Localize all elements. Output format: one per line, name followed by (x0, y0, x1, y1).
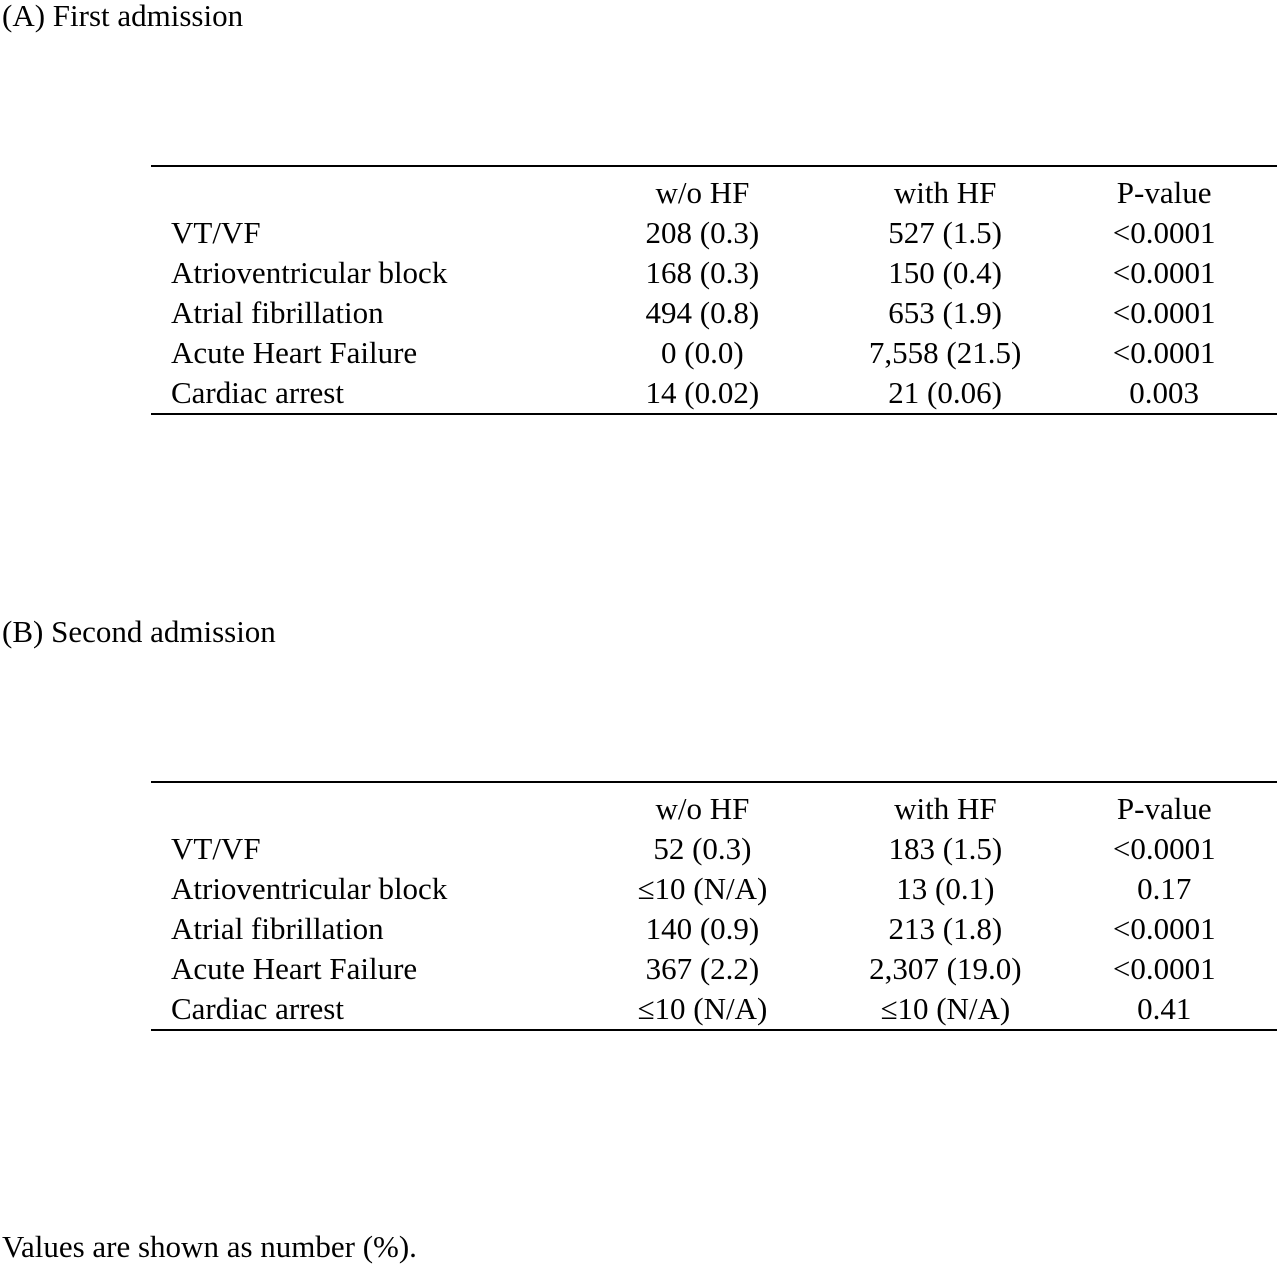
cell-with-hf: 21 (0.06) (839, 373, 1051, 414)
table-row (151, 373, 1277, 414)
cell-with-hf: 653 (1.9) (888, 295, 1002, 330)
header-without-hf: w/o HF (655, 175, 750, 210)
cell-p-value: <0.0001 (1112, 951, 1216, 986)
cell-p-value: <0.0001 (1112, 215, 1216, 250)
cell-without-hf: 14 (0.02) (566, 373, 839, 414)
row-label: Atrioventricular block (171, 255, 448, 290)
cell-with-hf: 7,558 (21.5) (868, 335, 1022, 370)
table-row (151, 333, 1277, 373)
cell-p-value: 0.41 (1052, 989, 1278, 1030)
cell-with-hf: 213 (1.8) (888, 911, 1003, 946)
cell-p-value: <0.0001 (1112, 335, 1216, 370)
table-header-row (151, 783, 1277, 829)
cell-without-hf: 140 (0.9) (645, 911, 760, 946)
cell-without-hf: 0 (0.0) (661, 335, 744, 370)
row-label: Acute Heart Failure (171, 335, 418, 370)
cell-p-value: <0.0001 (1112, 255, 1216, 290)
cell-without-hf: 494 (0.8) (645, 295, 760, 330)
cell-with-hf: ≤10 (N/A) (839, 989, 1051, 1030)
cell-with-hf: 150 (0.4) (888, 255, 1002, 290)
row-label: VT/VF (171, 215, 261, 250)
header-without-hf: w/o HF (655, 791, 750, 826)
section-b-caption: (B) Second admission (2, 614, 276, 649)
cell-p-value: 0.17 (1137, 871, 1192, 906)
table-row (151, 989, 1277, 1030)
row-label: Acute Heart Failure (171, 951, 418, 986)
row-label: Atrioventricular block (171, 871, 448, 906)
table-row (151, 909, 1277, 949)
cell-without-hf: 208 (0.3) (645, 215, 760, 250)
cell-without-hf: 168 (0.3) (645, 255, 760, 290)
first-admission-table (151, 165, 1277, 415)
table-header-row (151, 167, 1277, 213)
header-label (151, 167, 566, 213)
row-label: Atrial fibrillation (171, 295, 384, 330)
cell-without-hf: 367 (2.2) (645, 951, 760, 986)
row-label: Atrial fibrillation (171, 911, 384, 946)
cell-without-hf: ≤10 (N/A) (637, 871, 768, 906)
table-row (151, 869, 1277, 909)
cell-p-value: <0.0001 (1112, 295, 1216, 330)
cell-with-hf: 13 (0.1) (896, 871, 995, 906)
table-row (151, 829, 1277, 869)
row-label: VT/VF (171, 831, 261, 866)
footnote: Values are shown as number (%). (2, 1229, 417, 1264)
cell-with-hf: 2,307 (19.0) (869, 951, 1022, 986)
header-label (151, 783, 566, 829)
cell-p-value: 0.003 (1051, 373, 1277, 414)
table-row (151, 253, 1277, 293)
section-a-caption: (A) First admission (2, 0, 244, 33)
header-p-value: P-value (1116, 791, 1212, 826)
cell-without-hf: ≤10 (N/A) (566, 989, 840, 1030)
second-admission-table (151, 781, 1277, 1031)
cell-without-hf: 52 (0.3) (653, 831, 752, 866)
table-row (151, 293, 1277, 333)
cell-with-hf: 183 (1.5) (888, 831, 1003, 866)
cell-with-hf: 527 (1.5) (888, 215, 1002, 250)
table-row (151, 213, 1277, 253)
table-row (151, 949, 1277, 989)
row-label: Cardiac arrest (151, 373, 566, 414)
cell-p-value: <0.0001 (1112, 831, 1216, 866)
header-with-hf: with HF (893, 175, 997, 210)
cell-p-value: <0.0001 (1112, 911, 1216, 946)
header-with-hf: with HF (894, 791, 997, 826)
row-label: Cardiac arrest (151, 989, 566, 1030)
header-p-value: P-value (1116, 175, 1212, 210)
